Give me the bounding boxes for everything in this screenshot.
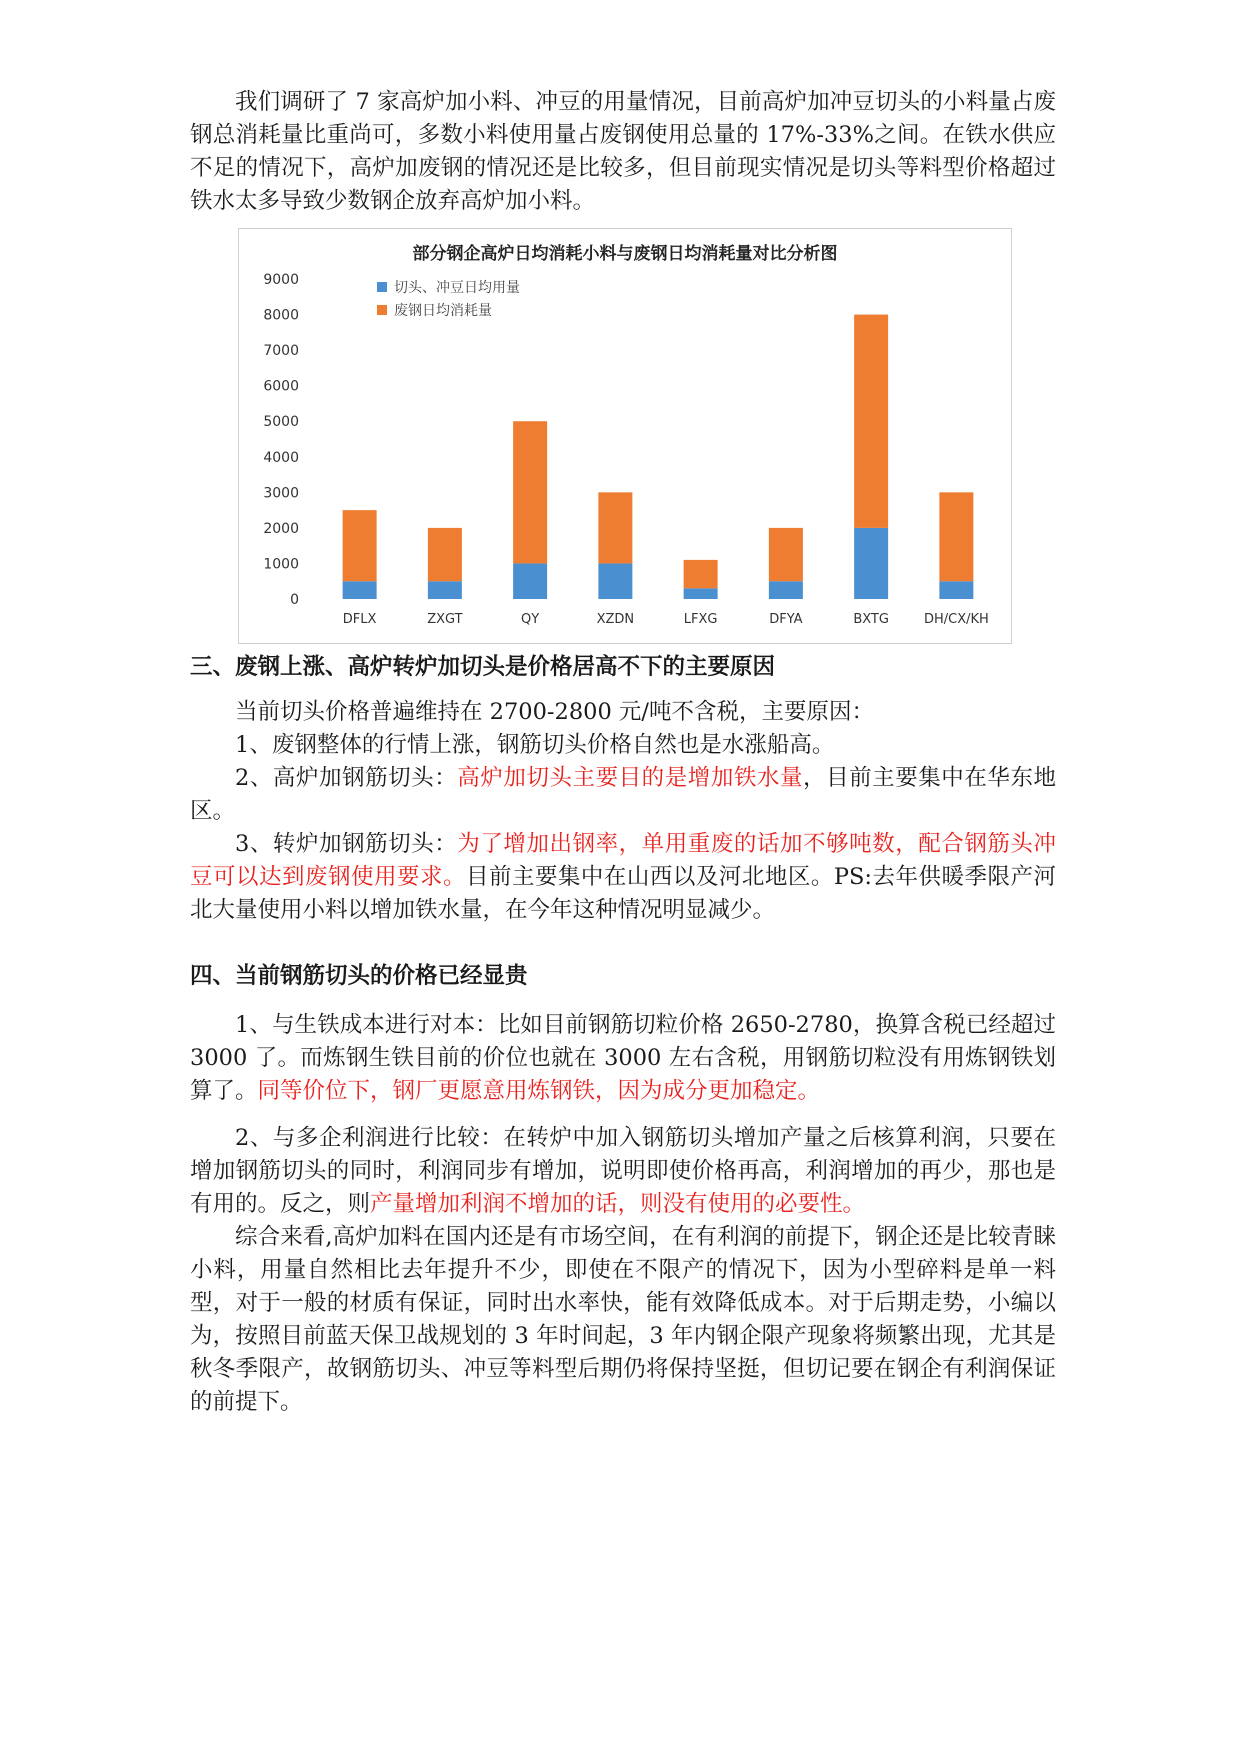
y-axis — [263, 272, 299, 608]
section3-heading: 三、废钢上涨、高炉转炉加切头是价格居高不下的主要原因 — [190, 654, 776, 680]
y-tick-label: 0 — [290, 592, 299, 608]
x-tick-label: LFXG — [683, 612, 718, 627]
section3-item3 — [190, 828, 1056, 927]
bar-segment-scrap — [343, 510, 377, 581]
y-tick-label: 3000 — [263, 485, 299, 502]
y-tick-label: 4000 — [263, 449, 299, 466]
bar-segment-small-scrap — [684, 588, 718, 599]
section4-p2-highlight: 产量增加利润不增加的话，则没有使用的必要性。 — [370, 1191, 866, 1217]
stacked-bar-chart — [238, 228, 1012, 644]
bar-segment-scrap — [939, 492, 973, 581]
x-tick-label: XZDN — [596, 612, 635, 627]
bar-segment-scrap — [854, 315, 888, 528]
legend-swatch-small-scrap — [377, 282, 387, 292]
bar-segment-scrap — [769, 528, 803, 581]
y-tick-label: 7000 — [263, 343, 299, 360]
section3-item2-highlight: 高炉加切头主要目的是增加铁水量 — [457, 765, 804, 791]
bar-segment-scrap — [684, 560, 718, 588]
bar-segment-small-scrap — [769, 581, 803, 599]
legend-label-scrap: 废钢日均消耗量 — [394, 303, 492, 319]
y-tick-label: 1000 — [263, 556, 299, 573]
section3-item3-prefix: 3、转炉加钢筋切头： — [235, 831, 458, 857]
x-tick-label: DFLX — [342, 612, 377, 627]
chart-title: 部分钢企高炉日均消耗小料与废钢日均消耗量对比分析图 — [412, 244, 838, 264]
chart-canvas — [239, 229, 1011, 643]
section3-item3-highlight: 为了增加出钢率，单用重废的话加不够吨数，配合钢筋头冲豆可以达到废钢使用要求。 — [190, 831, 1056, 890]
y-tick-label: 5000 — [263, 414, 299, 431]
section4-heading: 四、当前钢筋切头的价格已经显贵 — [190, 963, 528, 989]
document-page — [190, 86, 1056, 1419]
y-tick-label: 9000 — [263, 272, 299, 288]
section3-item3-suffix: 目前主要集中在山西以及河北地区。PS:去年供暖季限产河北大量使用小料以增加铁水量，在今年这种情况明显减少。 — [190, 864, 1056, 923]
bar-segment-scrap — [513, 421, 547, 563]
bar-segment-small-scrap — [939, 581, 973, 599]
intro-paragraph: 我们调研了 7 家高炉加小料、冲豆的用量情况，目前高炉加冲豆切头的小料量占废钢总消耗量比重尚可，多数小料使用量占废钢使用总量的 17%-33%之间。在铁水供应不足的情况下，高炉加废钢的情况还是比较多，但目前现实情况是切头等料型价格超过铁水太多导致少数钢企放弃高炉加小料。 — [190, 89, 1056, 214]
section3-lead: 当前切头价格普遍维持在 2700-2800 元/吨不含税，主要原因： — [235, 699, 875, 725]
bar-segment-small-scrap — [428, 581, 462, 599]
x-tick-label: ZXGT — [427, 612, 463, 627]
x-tick-label: DH/CX/KH — [923, 612, 989, 627]
x-tick-label: QY — [521, 612, 540, 627]
bar-segment-small-scrap — [598, 563, 632, 599]
chart-legend — [377, 279, 520, 319]
bar-segment-small-scrap — [343, 581, 377, 599]
section4-p1-text: 1、与生铁成本进行对本：比如目前钢筋切粒价格 2650-2780，换算含税已经超过 3000 了。而炼钢生铁目前的价位也就在 3000 左右含税，用钢筋切粒没有用炼钢铁划算了。 — [190, 1012, 1056, 1104]
section3-item2 — [190, 762, 1056, 828]
section4-paragraph2 — [190, 1122, 1056, 1221]
bar-segment-small-scrap — [854, 528, 888, 599]
x-axis — [343, 612, 989, 627]
section3-item2-suffix: ，目前主要集中在华东地区。 — [190, 765, 1056, 824]
legend-swatch-scrap — [377, 305, 387, 315]
x-tick-label: BXTG — [853, 612, 889, 627]
section4-p2-text: 2、与多企利润进行比较：在转炉中加入钢筋切头增加产量之后核算利润，只要在增加钢筋切头的同时，利润同步有增加，说明即使价格再高，利润增加的再少，那也是有用的。反之，则 — [190, 1125, 1056, 1217]
bars-group — [343, 315, 974, 599]
y-tick-label: 6000 — [263, 378, 299, 395]
bar-segment-scrap — [598, 492, 632, 563]
bar-segment-small-scrap — [513, 563, 547, 599]
y-tick-label: 2000 — [263, 520, 299, 537]
legend-label-small-scrap: 切头、冲豆日均用量 — [394, 280, 520, 296]
section3-item1: 1、废钢整体的行情上涨，钢筋切头价格自然也是水涨船高。 — [235, 732, 835, 758]
section4-paragraph1 — [190, 1009, 1056, 1108]
summary-paragraph: 综合来看,高炉加料在国内还是有市场空间，在有利润的前提下，钢企还是比较青睐小料，用量自然相比去年提升不少，即使在不限产的情况下，因为小型碎料是单一料型，对于一般的材质有保证，同时出水率快，能有效降低成本。对于后期走势，小编以为，按照目前蓝天保卫战规划的 3 年时间起，3 年内钢企限产现象将频繁出现，尤其是秋冬季限产，故钢筋切头、冲豆等料型后期仍将保持坚挺，但切记要在钢企有利润保证的前提下。 — [190, 1224, 1056, 1415]
y-tick-label: 8000 — [263, 307, 299, 324]
section3-item2-prefix: 2、高炉加钢筋切头： — [235, 765, 458, 791]
x-tick-label: DFYA — [769, 612, 803, 627]
bar-segment-scrap — [428, 528, 462, 581]
section4-p1-highlight: 同等价位下，钢厂更愿意用炼钢铁，因为成分更加稳定。 — [257, 1078, 821, 1104]
